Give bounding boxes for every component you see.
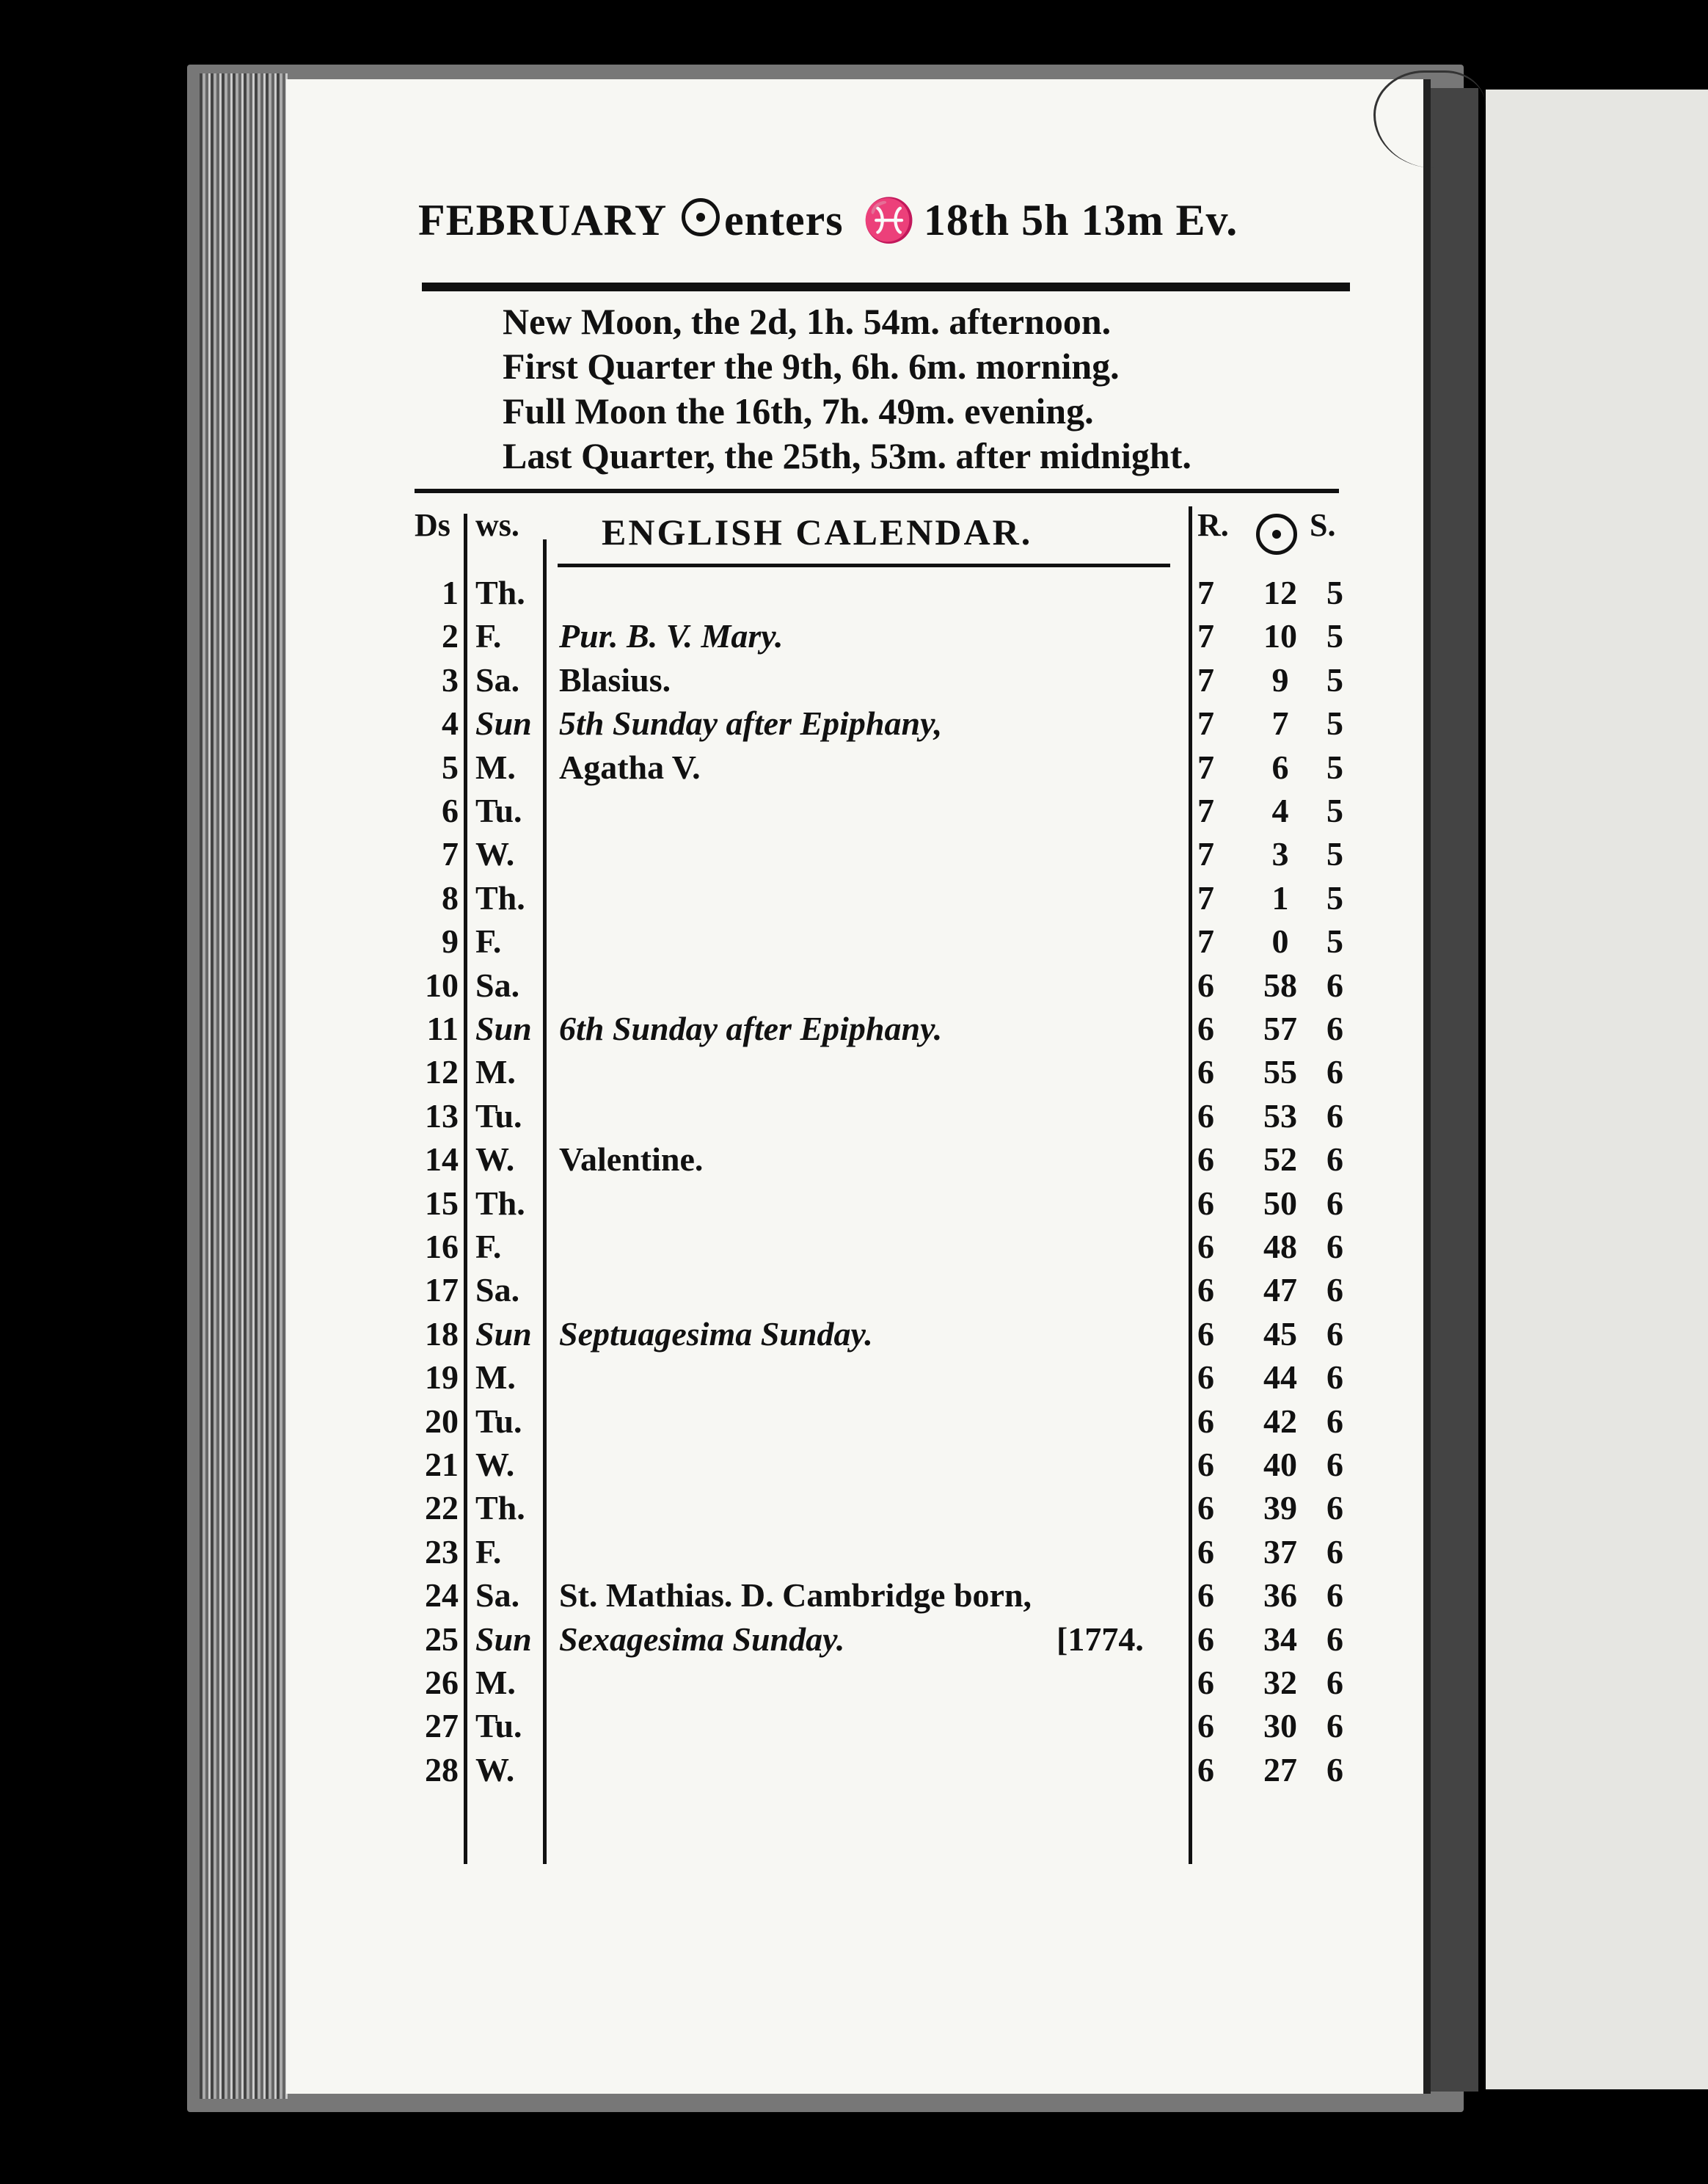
sunrise-minute: 3	[1271, 835, 1289, 873]
table-row	[0, 1182, 1394, 1226]
sunrise-hour: 6	[1197, 1140, 1214, 1179]
col-head-calendar: ENGLISH CALENDAR.	[602, 512, 1033, 553]
calendar-underline	[558, 564, 1170, 567]
sunset-hour: 5	[1326, 660, 1343, 699]
sunrise-minute: 0	[1271, 922, 1289, 961]
sunset-hour: 5	[1326, 922, 1343, 961]
table-row	[0, 1661, 1394, 1705]
sunset-hour: 5	[1326, 878, 1343, 917]
sunrise-minute: 48	[1263, 1228, 1297, 1265]
sunrise-minute: 44	[1263, 1358, 1297, 1397]
calendar-event: 6th Sunday after Epiphany.	[559, 1010, 943, 1047]
table-top-rule	[415, 489, 1339, 493]
weekday: Sun	[475, 705, 532, 743]
sunrise-minute: 36	[1263, 1576, 1297, 1615]
weekday: Sun	[475, 1620, 532, 1658]
day-number: 25	[425, 1620, 459, 1658]
table-row	[0, 658, 1394, 702]
sunrise-minute: 45	[1263, 1314, 1297, 1353]
sunrise-hour: 7	[1197, 878, 1214, 917]
weekday: Th.	[475, 878, 525, 917]
sunset-hour: 6	[1326, 1750, 1343, 1788]
sunrise-hour: 7	[1197, 835, 1214, 873]
sunrise-minute: 12	[1263, 574, 1297, 611]
sunrise-hour: 7	[1197, 792, 1214, 829]
day-number: 2	[442, 617, 459, 655]
sunset-hour: 6	[1326, 1053, 1343, 1091]
day-number: 5	[442, 748, 459, 786]
pisces-symbol-icon: ♓	[862, 197, 916, 244]
sunset-hour: 6	[1326, 966, 1343, 1004]
sunrise-hour: 6	[1197, 1620, 1214, 1658]
day-number: 12	[425, 1053, 459, 1091]
sunset-hour: 6	[1326, 1707, 1343, 1745]
weekday: Sa.	[475, 660, 520, 699]
sunrise-hour: 7	[1197, 617, 1214, 655]
table-row	[0, 1094, 1394, 1138]
table-row	[0, 1007, 1394, 1051]
day-number: 14	[425, 1140, 459, 1179]
sunrise-minute: 1	[1271, 878, 1289, 917]
sunset-hour: 5	[1326, 705, 1343, 743]
sunrise-hour: 7	[1197, 574, 1214, 611]
day-number: 19	[425, 1358, 459, 1397]
header-time: 18th 5h 13m Ev.	[923, 196, 1238, 244]
header-rule	[422, 283, 1350, 291]
sunset-hour: 6	[1326, 1184, 1343, 1222]
day-number: 24	[425, 1576, 459, 1615]
sunrise-hour: 6	[1197, 1489, 1214, 1527]
table-row	[0, 789, 1394, 833]
table-row	[0, 1443, 1394, 1487]
day-number: 22	[425, 1489, 459, 1527]
weekday: Sa.	[475, 1271, 520, 1309]
moon-phase-first-quarter: First Quarter the 9th, 6h. 6m. morning.	[503, 346, 1120, 387]
sunrise-minute: 47	[1263, 1271, 1297, 1309]
header-enters: enters	[724, 196, 844, 244]
sunrise-minute: 6	[1271, 748, 1289, 786]
day-number: 3	[442, 660, 459, 699]
weekday: W.	[475, 1446, 515, 1483]
sunset-hour: 6	[1326, 1576, 1343, 1615]
sunrise-hour: 7	[1197, 660, 1214, 699]
weekday: F.	[475, 1532, 502, 1570]
table-row	[0, 702, 1394, 746]
calendar-event: 5th Sunday after Epiphany,	[559, 705, 943, 743]
sunset-hour: 6	[1326, 1140, 1343, 1179]
weekday: Tu.	[475, 1707, 522, 1745]
weekday: W.	[475, 1750, 515, 1788]
sunset-hour: 6	[1326, 1532, 1343, 1570]
table-row	[0, 1312, 1394, 1356]
sunset-hour: 5	[1326, 617, 1343, 655]
day-number: 11	[426, 1010, 459, 1047]
sunrise-minute: 34	[1263, 1620, 1297, 1658]
sunset-hour: 6	[1326, 1620, 1343, 1658]
sunrise-minute: 37	[1263, 1532, 1297, 1570]
table-row	[0, 832, 1394, 876]
sunrise-hour: 6	[1197, 1184, 1214, 1222]
sunset-hour: 6	[1326, 1358, 1343, 1397]
sunrise-minute: 55	[1263, 1053, 1297, 1091]
sunrise-minute: 53	[1263, 1096, 1297, 1135]
day-number: 17	[425, 1271, 459, 1309]
sunrise-minute: 58	[1263, 966, 1297, 1004]
table-row	[0, 1225, 1394, 1269]
month-name: FEBRUARY	[418, 196, 666, 244]
weekday: Tu.	[475, 1402, 522, 1440]
sunrise-hour: 6	[1197, 966, 1214, 1004]
weekday: M.	[475, 1358, 516, 1397]
sunrise-minute: 42	[1263, 1402, 1297, 1440]
sunset-hour: 6	[1326, 1271, 1343, 1309]
sun-column-icon	[1256, 514, 1297, 555]
moon-phase-new: New Moon, the 2d, 1h. 54m. afternoon.	[503, 301, 1112, 342]
table-row	[0, 876, 1394, 920]
moon-phases	[503, 299, 1191, 478]
facing-page	[1486, 90, 1708, 2089]
table-row	[0, 1530, 1394, 1574]
sunrise-minute: 52	[1263, 1140, 1297, 1179]
sunrise-minute: 10	[1263, 617, 1297, 655]
weekday: M.	[475, 1053, 516, 1091]
weekday: F.	[475, 617, 502, 655]
table-row	[0, 1399, 1394, 1444]
sunrise-minute: 7	[1271, 705, 1289, 743]
sunset-hour: 6	[1326, 1402, 1343, 1440]
table-row	[0, 1355, 1394, 1399]
sunset-hour: 6	[1326, 1228, 1343, 1265]
table-row	[0, 1573, 1394, 1617]
weekday: W.	[475, 1140, 515, 1179]
col-head-weekday: ws.	[475, 507, 519, 543]
sunrise-minute: 40	[1263, 1446, 1297, 1483]
moon-phase-last-quarter: Last Quarter, the 25th, 53m. after midnight.	[503, 435, 1191, 476]
calendar-event: Pur. B. V. Mary.	[559, 617, 784, 655]
table-row	[0, 746, 1394, 790]
sunset-hour: 5	[1326, 748, 1343, 786]
day-number: 7	[442, 835, 459, 873]
day-number: 27	[425, 1707, 459, 1745]
calendar-event: Agatha V.	[559, 748, 701, 786]
table-row	[0, 1617, 1394, 1661]
table-row	[0, 1268, 1394, 1312]
day-number: 9	[442, 922, 459, 961]
calendar-event: Septuagesima Sunday.	[559, 1314, 873, 1353]
day-number: 1	[442, 574, 459, 611]
weekday: Tu.	[475, 1096, 522, 1135]
sunrise-hour: 6	[1197, 1532, 1214, 1570]
day-number: 18	[425, 1314, 459, 1353]
sunrise-minute: 50	[1263, 1184, 1297, 1222]
sunrise-minute: 27	[1263, 1750, 1297, 1788]
sunset-hour: 5	[1326, 574, 1343, 611]
sunset-hour: 6	[1326, 1489, 1343, 1527]
table-row	[0, 1748, 1394, 1792]
sun-symbol-icon	[682, 198, 720, 236]
weekday: Sun	[475, 1010, 532, 1047]
sunrise-hour: 6	[1197, 1358, 1214, 1397]
weekday: W.	[475, 835, 515, 873]
day-number: 21	[425, 1446, 459, 1483]
sunrise-hour: 6	[1197, 1402, 1214, 1440]
sunrise-hour: 7	[1197, 922, 1214, 961]
sunrise-hour: 6	[1197, 1750, 1214, 1788]
sunset-hour: 6	[1326, 1096, 1343, 1135]
sunrise-hour: 6	[1197, 1053, 1214, 1091]
day-number: 10	[425, 966, 459, 1004]
sunrise-hour: 6	[1197, 1446, 1214, 1483]
weekday: M.	[475, 748, 516, 786]
sunrise-hour: 6	[1197, 1271, 1214, 1309]
sunrise-minute: 9	[1271, 660, 1289, 699]
sunrise-minute: 57	[1263, 1010, 1297, 1047]
table-row	[0, 571, 1394, 615]
col-head-set: S.	[1310, 507, 1336, 543]
gutter-shadow	[1431, 88, 1478, 2092]
day-number: 23	[425, 1532, 459, 1570]
sunrise-minute: 4	[1271, 792, 1289, 829]
day-number: 26	[425, 1664, 459, 1701]
table-row	[0, 1704, 1394, 1748]
sunrise-minute: 32	[1263, 1664, 1297, 1701]
calendar-event: Valentine.	[559, 1140, 704, 1179]
sunset-hour: 6	[1326, 1664, 1343, 1701]
month-header	[418, 195, 1365, 246]
col-head-days: Ds	[415, 507, 450, 543]
day-number: 4	[442, 705, 459, 743]
day-number: 16	[425, 1228, 459, 1265]
sunrise-minute: 39	[1263, 1489, 1297, 1527]
day-number: 15	[425, 1184, 459, 1222]
calendar-event: St. Mathias. D. Cambridge born,	[559, 1576, 1032, 1615]
day-number: 6	[442, 792, 459, 829]
sunrise-hour: 7	[1197, 748, 1214, 786]
day-number: 28	[425, 1750, 459, 1788]
table-row	[0, 964, 1394, 1008]
sunrise-minute: 30	[1263, 1707, 1297, 1745]
weekday: Th.	[475, 1184, 525, 1222]
sunrise-hour: 6	[1197, 1096, 1214, 1135]
day-number: 13	[425, 1096, 459, 1135]
sunset-hour: 6	[1326, 1010, 1343, 1047]
sunrise-hour: 7	[1197, 705, 1214, 743]
sunrise-hour: 6	[1197, 1314, 1214, 1353]
moon-phase-full: Full Moon the 16th, 7h. 49m. evening.	[503, 390, 1094, 432]
col-head-rise: R.	[1197, 507, 1229, 543]
weekday: Th.	[475, 1489, 525, 1527]
calendar-event: Sexagesima Sunday.	[559, 1620, 845, 1658]
sunrise-hour: 6	[1197, 1707, 1214, 1745]
table-row	[0, 1138, 1394, 1182]
sunset-hour: 5	[1326, 835, 1343, 873]
day-number: 20	[425, 1402, 459, 1440]
weekday: Sun	[475, 1314, 532, 1353]
weekday: Sa.	[475, 966, 520, 1004]
weekday: Th.	[475, 574, 525, 611]
sunset-hour: 5	[1326, 792, 1343, 829]
table-row	[0, 920, 1394, 964]
calendar-event: Blasius.	[559, 660, 671, 699]
sunset-hour: 6	[1326, 1446, 1343, 1483]
sunrise-hour: 6	[1197, 1664, 1214, 1701]
weekday: Sa.	[475, 1576, 520, 1615]
table-row	[0, 1486, 1394, 1530]
calendar-note: [1774.	[1056, 1620, 1144, 1658]
weekday: Tu.	[475, 792, 522, 829]
weekday: F.	[475, 922, 502, 961]
weekday: M.	[475, 1664, 516, 1701]
sunrise-hour: 6	[1197, 1576, 1214, 1615]
day-number: 8	[442, 878, 459, 917]
table-row	[0, 1050, 1394, 1094]
sunset-hour: 6	[1326, 1314, 1343, 1353]
weekday: F.	[475, 1228, 502, 1265]
table-row	[0, 614, 1394, 658]
sunrise-hour: 6	[1197, 1010, 1214, 1047]
sunrise-hour: 6	[1197, 1228, 1214, 1265]
